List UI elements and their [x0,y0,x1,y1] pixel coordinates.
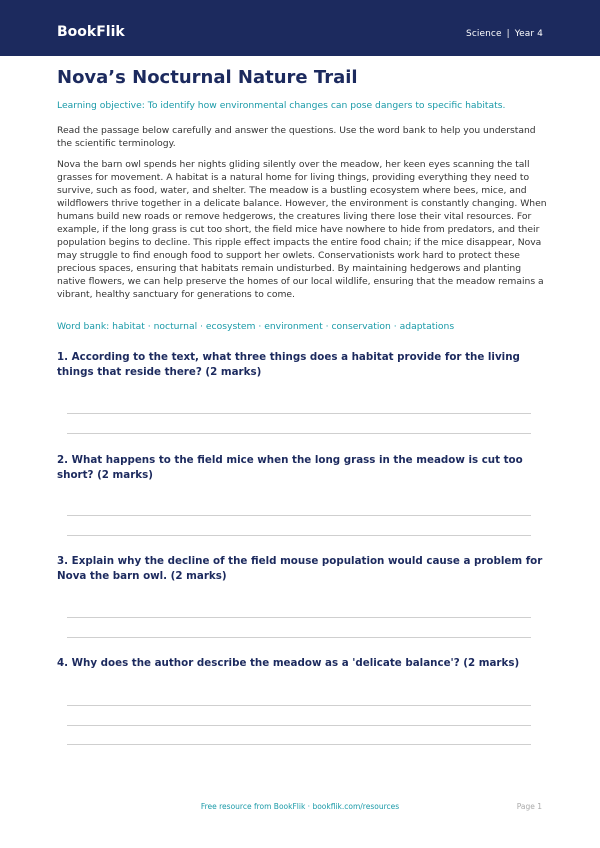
question-2: 2. What happens to the field mice when the long grass in the meadow is cut too short? (2 marks) [57,454,523,481]
answer-line[interactable] [67,637,531,638]
answer-line[interactable] [67,515,531,516]
page-number: Page 1 [516,802,542,811]
learning-objective: Learning objective: To identify how environmental changes can pose dangers to specific habitats. [57,100,506,111]
answer-line[interactable] [67,433,531,434]
question-1: 1. According to the text, what three things does a habitat provide for the living things that reside there? (2 marks) [57,351,520,378]
footer-credit: Free resource from BookFlik · bookflik.com/resources [200,802,400,811]
brand-logo: BookFlik [57,24,125,40]
question-4: 4. Why does the author describe the meadow as a 'delicate balance'? (2 marks) [57,657,520,669]
answer-line[interactable] [67,744,531,745]
answer-line[interactable] [67,535,531,536]
answer-line[interactable] [67,413,531,414]
page-header [0,0,600,56]
answer-line[interactable] [67,705,531,706]
year-label: Year 4 [514,29,543,39]
page-title: Nova’s Nocturnal Nature Trail [57,67,358,88]
word-bank: Word bank: habitat · nocturnal · ecosystem · environment · conservation · adaptations [57,321,455,332]
answer-line[interactable] [67,725,531,726]
reading-passage: Nova the barn owl spends her nights gliding silently over the meadow, her keen eyes scanning the tall grasses for movement. A habitat is a natural home for living things, providing everything they need to survive, such as food, water, and shelter. The meadow is a bustling ecosystem where bees, mice, and wildflowers thrive together in a delicate balance. However, the environment is constantly changing. When humans build new roads or remove hedgerows, the creatures living there lose their vital resources. For example, if the long grass is cut too short, the field mice have nowhere to hide from predators, and their population begins to decline. This ripple effect impacts the entire food chain; if the mice disappear, Nova may struggle to find enough food to support her owlets. Conservationists work hard to protect these precious spaces, ensuring that habitats remain undisturbed. By maintaining hedgerows and planting native flowers, we can help preserve the homes of our local wildlife, ensuring that the meadow remains a vibrant, healthy sanctuary for generations to come. [57,159,547,300]
question-3: 3. Explain why the decline of the field mouse population would cause a problem for Nova the barn owl. (2 marks) [57,555,543,582]
subject-year-label [466,27,543,41]
answer-line[interactable] [67,617,531,618]
subject-label: Science [466,29,502,39]
instructions: Read the passage below carefully and answer the questions. Use the word bank to help you understand the scientific terminology. [57,125,536,149]
separator: | [506,29,510,39]
